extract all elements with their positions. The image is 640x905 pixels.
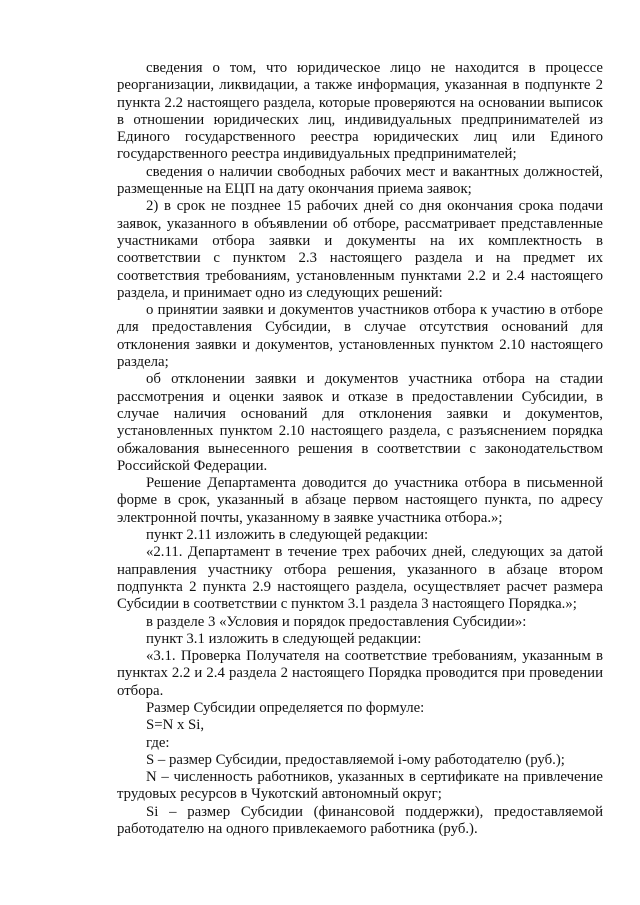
paragraph: S – размер Субсидии, предоставляемой i-ому работодателю (руб.); — [146, 751, 565, 768]
paragraph: Si – размер Субсидии (финансовой поддержки), предоставляемой работодателю на одного привлекаемого работника (руб.). — [117, 803, 603, 838]
paragraph: в разделе 3 «Условия и порядок предоставления Субсидии»: — [146, 613, 527, 630]
paragraph: об отклонении заявки и документов участника отбора на стадии рассмотрения и оценки заявок и отказе в предоставлении Субсидии, в случае наличия оснований для отклонения заявки и документов, установленных пунктом 2.10 настоящего раздела, с разъяснением порядка обжалования вынесенного решения в соответствии с законодательством Российской Федерации. — [117, 371, 603, 474]
paragraph: «2.11. Департамент в течение трех рабочих дней, следующих за датой направления участнику отбора решения, указанного в абзаце втором подпункта 2 пункта 2.9 настоящего раздела, осуществляет расчет размера Субсидии в соответствии с пунктом 3.1 раздела 3 настоящего Порядка.»; — [117, 544, 603, 613]
paragraph: «3.1. Проверка Получателя на соответствие требованиям, указанным в пунктах 2.2 и 2.4 раздела 2 настоящего Порядка проводится при проведении отбора. — [117, 648, 603, 699]
paragraph: N – численность работников, указанных в сертификате на привлечение трудовых ресурсов в Чукотский автономный округ; — [117, 769, 603, 803]
paragraph: пункт 2.11 изложить в следующей редакции: — [146, 527, 429, 544]
paragraph: Размер Субсидии определяется по формуле: — [146, 699, 425, 716]
paragraph: сведения о том, что юридическое лицо не находится в процессе реорганизации, ликвидации, а также информация, указанная в подпункте 2 пункта 2.2 настоящего раздела, которые проверяются на основании выписок в отношении юридических лиц, индивидуальных предпринимателей из Единого государственного реестра юридических лиц или Единого государственного реестра индивидуальных предпринимателей; — [117, 60, 603, 163]
paragraph: о принятии заявки и документов участников отбора к участию в отборе для предоставления Субсидии, в случае отсутствия оснований для отклонения заявки и документов, установленных пунктом 2.10 настоящего раздела; — [117, 302, 603, 371]
paragraph: пункт 3.1 изложить в следующей редакции: — [146, 630, 422, 647]
paragraph: сведения о наличии свободных рабочих мест и вакантных должностей, размещенные на ЕЦП на дату окончания приема заявок; — [117, 163, 603, 198]
document-body — [117, 60, 603, 838]
paragraph: 2) в срок не позднее 15 рабочих дней со дня окончания срока подачи заявок, указанного в объявлении об отборе, рассматривает представленные участниками отбора заявки и документы на их комплектность в соответствии с пунктом 2.3 настоящего раздела и на предмет их соответствия требованиям, установленным пунктами 2.2 и 2.4 настоящего раздела, и принимает одно из следующих решений: — [117, 198, 603, 301]
paragraph: где: — [146, 734, 170, 751]
paragraph: Решение Департамента доводится до участника отбора в письменной форме в срок, указанный в абзаце первом настоящего пункта, по адресу электронной почты, указанному в заявке участника отбора.»; — [117, 475, 603, 526]
formula-line: S=N x Si, — [146, 717, 205, 734]
